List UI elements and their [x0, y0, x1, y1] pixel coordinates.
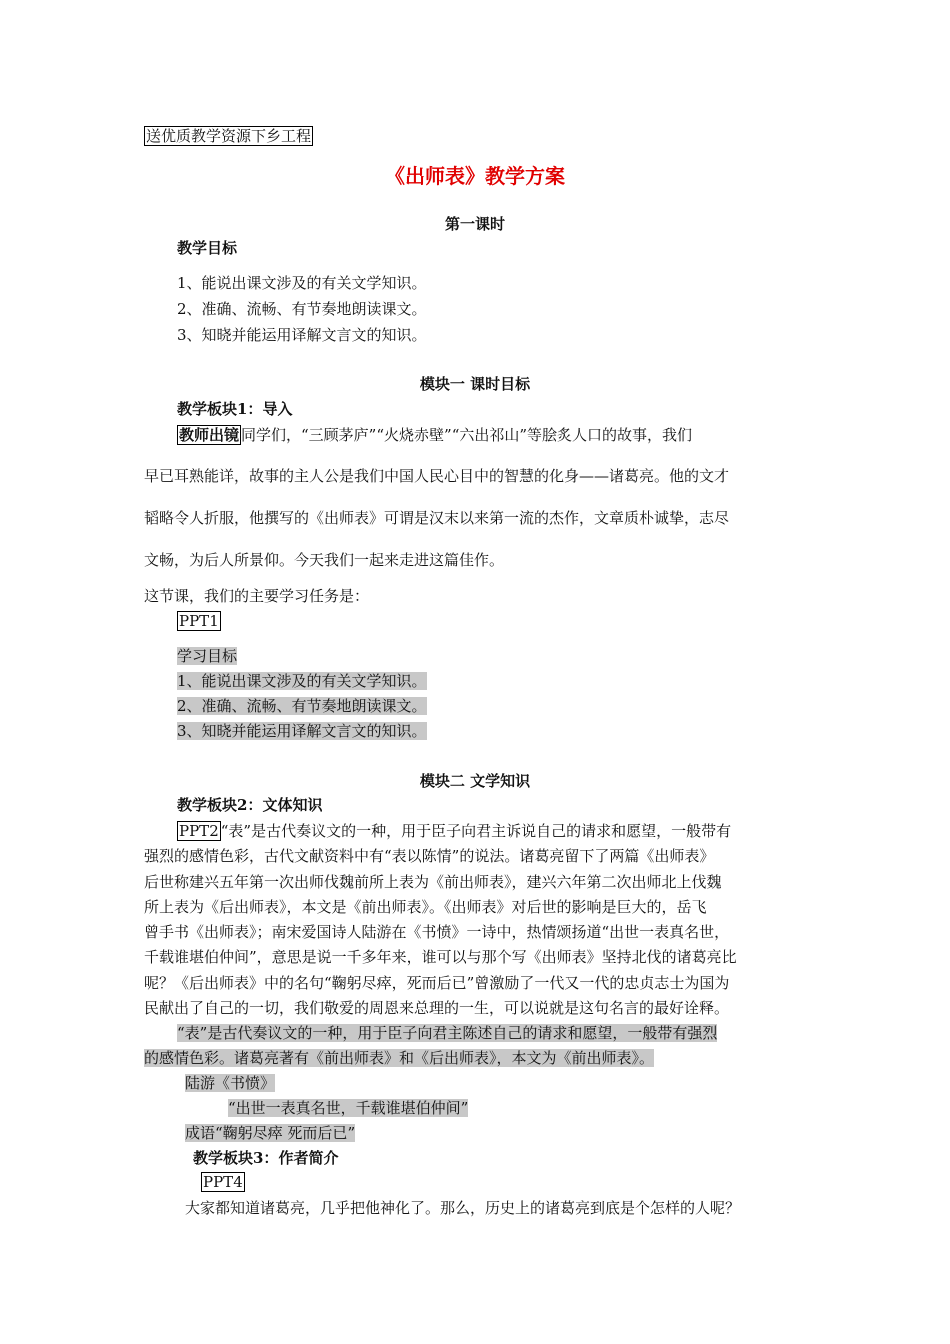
summary-line: “表”是古代奏议文的一种，用于臣子向君主陈述自己的请求和愿望，一般带有强烈	[177, 1024, 718, 1042]
para2-line: PPT2 “表”是古代奏议文的一种，用于臣子向君主诉说自己的请求和愿望，一般带有	[179, 822, 732, 840]
header-box: 送优质教学资源下乡工程	[146, 127, 312, 145]
block3-heading: 教学板块3：作者简介	[193, 1149, 339, 1167]
goal-item: 3、知晓并能运用译解文言文的知识。	[177, 326, 427, 344]
para2-line: 千载谁堪伯仲间”，意思是说一千多年来，谁可以与那个写《出师表》坚持北伐的诸葛亮比	[144, 948, 737, 966]
module2-heading: 模块二 文学知识	[419, 772, 531, 790]
ppt1-heading: 学习目标	[177, 647, 238, 665]
page-title: 《出师表》教学方案	[385, 164, 565, 188]
para2-line: 强烈的感情色彩，古代文献资料中有“表以陈情”的说法。诸葛亮留下了两篇《出师表》	[144, 847, 715, 865]
ppt1-item: 3、知晓并能运用译解文言文的知识。	[177, 722, 427, 740]
para2-line: 所上表为《后出师表》，本文是《前出师表》。《出师表》对后世的影响是巨大的，岳飞	[144, 898, 707, 916]
intro-line: 韬略令人折服，他撰写的《出师表》可谓是汉末以来第一流的杰作，文章质朴诚挚，志尽	[144, 509, 730, 527]
intro-line: 教师出镜 同学们，“三顾茅庐”“火烧赤壁”“六出祁山”等脍炙人口的故事，我们	[179, 426, 693, 444]
ppt4-label: PPT4	[203, 1173, 243, 1191]
ppt2-label: PPT2	[179, 822, 219, 840]
task-line: 这节课，我们的主要学习任务是：	[144, 587, 370, 605]
goal-item: 2、准确、流畅、有节奏地朗读课文。	[177, 300, 427, 318]
ppt1-item: 2、准确、流畅、有节奏地朗读课文。	[177, 697, 427, 715]
poem-quote: “出世一表真名世，千载谁堪伯仲间”	[228, 1099, 469, 1117]
intro-line: 早已耳熟能详，故事的主人公是我们中国人民心目中的智慧的化身——诸葛亮。他的文才	[144, 467, 730, 485]
para2-line: 呢？《后出师表》中的名句“鞠躬尽瘁，死而后已”曾激励了一代又一代的忠贞志士为国为	[144, 974, 730, 992]
ppt1-item: 1、能说出课文涉及的有关文学知识。	[177, 672, 427, 690]
module1-heading: 模块一 课时目标	[419, 375, 531, 393]
block2-heading: 教学板块2：文体知识	[177, 796, 323, 814]
para2-line: 曾手书《出师表》；南宋爱国诗人陆游在《书愤》一诗中，热情颂扬道“出世一表真名世，	[144, 923, 730, 941]
last-line: 大家都知道诸葛亮，几乎把他神化了。那么，历史上的诸葛亮到底是个怎样的人呢？	[185, 1199, 741, 1217]
para2-line: 民献出了自己的一切，我们敬爱的周恩来总理的一生，可以说就是这句名言的最好诠释。	[144, 999, 730, 1017]
goal-item: 1、能说出课文涉及的有关文学知识。	[177, 274, 427, 292]
ppt1-label: PPT1	[179, 612, 219, 630]
block1-heading: 教学板块1：导入	[177, 400, 293, 418]
poem-source: 陆游《书愤》	[185, 1074, 276, 1092]
para2-line: 后世称建兴五年第一次出师伐魏前所上表为《前出师表》，建兴六年第二次出师北上伐魏	[144, 873, 722, 891]
summary-line: 的感情色彩。诸葛亮著有《前出师表》和《后出师表》，本文为《前出师表》。	[144, 1049, 655, 1067]
intro-line: 文畅，为后人所景仰。今天我们一起来走进这篇佳作。	[144, 551, 505, 569]
goals-heading: 教学目标	[177, 239, 238, 257]
idiom-line: 成语“鞠躬尽瘁 死而后已”	[185, 1124, 356, 1142]
teacher-label: 教师出镜	[179, 426, 240, 444]
lesson-heading: 第一课时	[444, 215, 505, 233]
